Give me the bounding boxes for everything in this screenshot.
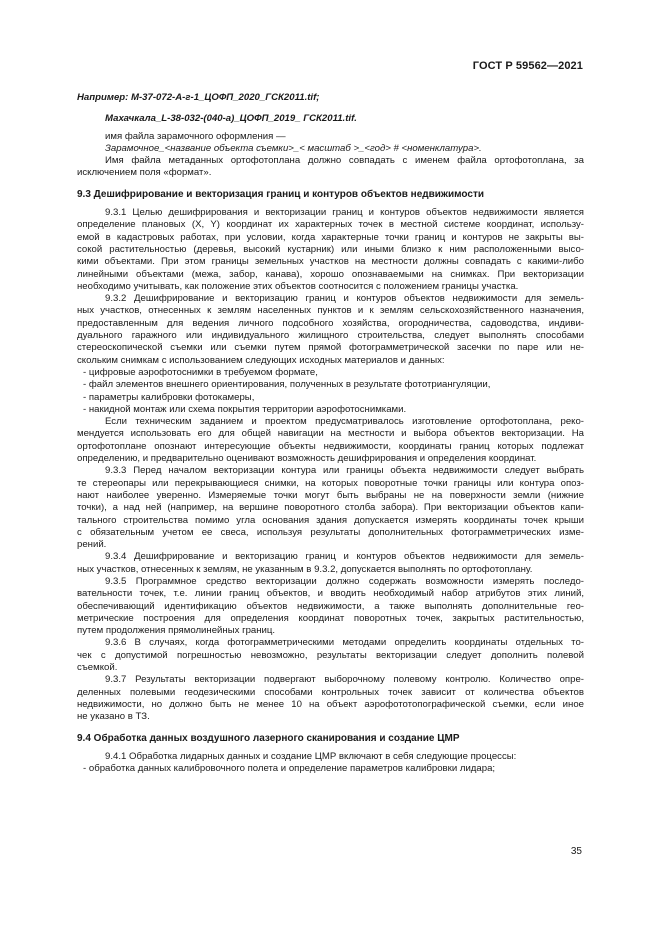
text-line: предоставленным для ведения личного подсобного хозяйства, огородничества, садоводства, индиви- (77, 317, 584, 329)
text-line: кими объектами. При этом границы земельных участков на местности должны совпадать с какими-либо (77, 256, 584, 268)
text-line: чек с допустимой погрешностью невозможно, результаты векторизации следует дополнить полевой (77, 649, 584, 661)
text-line: съемкой. (77, 662, 118, 674)
text-line: ных участков, отнесенных к землям населенных пунктов и к землям сельскохозяйственного назначения, (77, 305, 584, 317)
paragraph-9-3-2 (77, 293, 584, 367)
list-item: - накидной монтаж или схема покрытия территории аэрофотоснимками. (83, 403, 407, 415)
text-line: скольким снимкам с использованием следующих исходных материалов и данных: (77, 354, 445, 366)
paragraph-9-3-5 (77, 576, 584, 637)
frame-file-pattern: Зарамочное_<название объекта съемки>_< масштаб >_<год> # <номенклатура>. (105, 142, 482, 154)
text-line: мендуется использовать его для общей навигации на местности и выбора объектов векторизации. На (77, 428, 584, 440)
metadata-line-1: Имя файла метаданных ортофотоплана должно совпадать с именем файла ортофотоплана, за (105, 155, 584, 167)
text-line: определение плановых (X, Y) координат их характерных точек в местной системе координат, использу- (77, 219, 584, 231)
text-line: те стереопары или перекрывающиеся снимки, на которых поворотные точки границы или контура опоз- (77, 477, 584, 489)
text-line: стереоскопической съемки или съемки путем прямой фотограмметрической засечки по паре или не- (77, 342, 584, 354)
text-line: не указано в ТЗ. (77, 711, 150, 723)
paragraph-9-3-6 (77, 637, 584, 674)
text-line: 9.3.7 Результаты векторизации подвергают выборочному полевому контролю. Количество опре- (105, 674, 584, 686)
metadata-line-2: исключением поля «формат». (77, 167, 212, 179)
text-line: деленных полевыми геодезическими способами контрольных точек зависит от количества объектов (77, 686, 584, 698)
paragraph-9-4-1: 9.4.1 Обработка лидарных данных и создание ЦМР включают в себя следующие процессы: (105, 750, 517, 762)
text-line: дуального гаражного или индивидуального жилищного строительства, следует выполнять способами (77, 330, 584, 342)
list-item: - файл элементов внешнего ориентирования, полученных в результате фототриангуляции, (83, 379, 491, 391)
text-line: недвижимости, но должно быть не менее 10 на объект аэрофототопографической съемки, если иное (77, 698, 584, 710)
text-line: ортофотоплане опознают интересующие объекты недвижимости, координаты границ которых подлежат (77, 440, 584, 452)
list-item: - обработка данных калибровочного полета и определение параметров калибровки лидара; (83, 763, 496, 775)
list-item: - параметры калибровки фотокамеры, (83, 391, 255, 403)
text-line: рений. (77, 539, 107, 551)
text-line: определению, и предварительно оценивают возможность дешифрирования и определения координат. (77, 453, 537, 465)
text-line: путем продолжения прямолинейных границ. (77, 625, 276, 637)
text-line: тального строительства помимо угла основания здания допускается измерять координаты точек крыши (77, 514, 584, 526)
text-line: емой в кадастровых работах, при условии, когда характерные точки границ и контуров не закрыты вы- (77, 231, 584, 243)
text-line: 9.3.3 Перед началом векторизации контура или границы объекта недвижимости следует выбрать (105, 465, 584, 477)
materials-list (77, 367, 584, 416)
text-line: 9.3.5 Программное средство векторизации должно содержать возможности измерять последо- (105, 575, 584, 587)
text-line: сокой растительностью (деревья, высокий кустарник) или иными близко к ним расположенными высо- (77, 243, 584, 255)
text-line: Если техническим заданием и проектом предусматривалось изготовление ортофотоплана, реко- (105, 416, 584, 428)
frame-file-label: имя файла зарамочного оформления — (105, 130, 286, 142)
list-item: - цифровые аэрофотоснимки в требуемом формате, (83, 366, 318, 378)
text-line: необходимо учитывать, как положение этих объектов соотносится с положением границы участка. (77, 280, 519, 292)
page-number: 35 (570, 846, 582, 857)
text-line: вательности точек, т.е. линии границ объектов, и вводить необходимый набор атрибутов этих линий, (77, 588, 584, 600)
page-content (77, 92, 584, 775)
standard-header: ГОСТ Р 59562—2021 (472, 60, 583, 72)
text-line: 9.3.1 Целью дешифрирования и векторизации границ и контуров объектов недвижимости является (105, 207, 584, 219)
section-9-3-title: 9.3 Дешифрирование и векторизация границ и контуров объектов недвижимости (77, 188, 484, 200)
paragraph-9-3-3 (77, 465, 584, 551)
text-line: точки), а над ней (например, на вершине поворотного столба забора). При векторизации объектов капи- (77, 502, 584, 514)
text-line: обеспечивающий идентификацию объектов недвижимости, а также выполнять дополнительные гео- (77, 600, 584, 612)
text-line: 9.3.6 В случаях, когда фотограмметрическими методами определить координаты отдельных то- (105, 637, 584, 649)
paragraph-9-3-7 (77, 674, 584, 723)
text-line: ных участков, отнесенных к землям, не указанным в 9.3.2, допускается выполнять по ортофотоплану. (77, 563, 533, 575)
example-line-2: Махачкала_L-38-032-(040-а)_ЦОФП_2019_ ГСК2011.tif. (105, 113, 357, 125)
text-line: нают наиболее уверенно. Измеряемые точки могут быть выбраны не на поверхности земли (нижние (77, 489, 584, 501)
paragraph-9-3-4 (77, 551, 584, 576)
text-line: 9.3.4 Дешифрирование и векторизацию границ и контуров объектов недвижимости для земель- (105, 551, 584, 563)
example-line-1: Например: М-37-072-А-г-1_ЦОФП_2020_ГСК2011.tif; (77, 92, 320, 103)
text-line: метрические построения для определения координат поворотных точек, закрытых растительностью, (77, 612, 584, 624)
text-line: линейными объектами (межа, забор, канава), хорошо опознаваемыми на снимках. При векторизации (77, 268, 584, 280)
text-line: 9.3.2 Дешифрирование и векторизацию границ и контуров объектов недвижимости для земель- (105, 293, 584, 305)
section-9-4-title: 9.4 Обработка данных воздушного лазерного сканирования и создание ЦМР (77, 732, 460, 744)
paragraph-9-3-2-b (77, 416, 584, 465)
text-line: с обязательным учетом ее свеса, используя результаты дополнительных фотограмметрических изме- (77, 526, 584, 538)
paragraph-9-3-1 (77, 207, 584, 293)
